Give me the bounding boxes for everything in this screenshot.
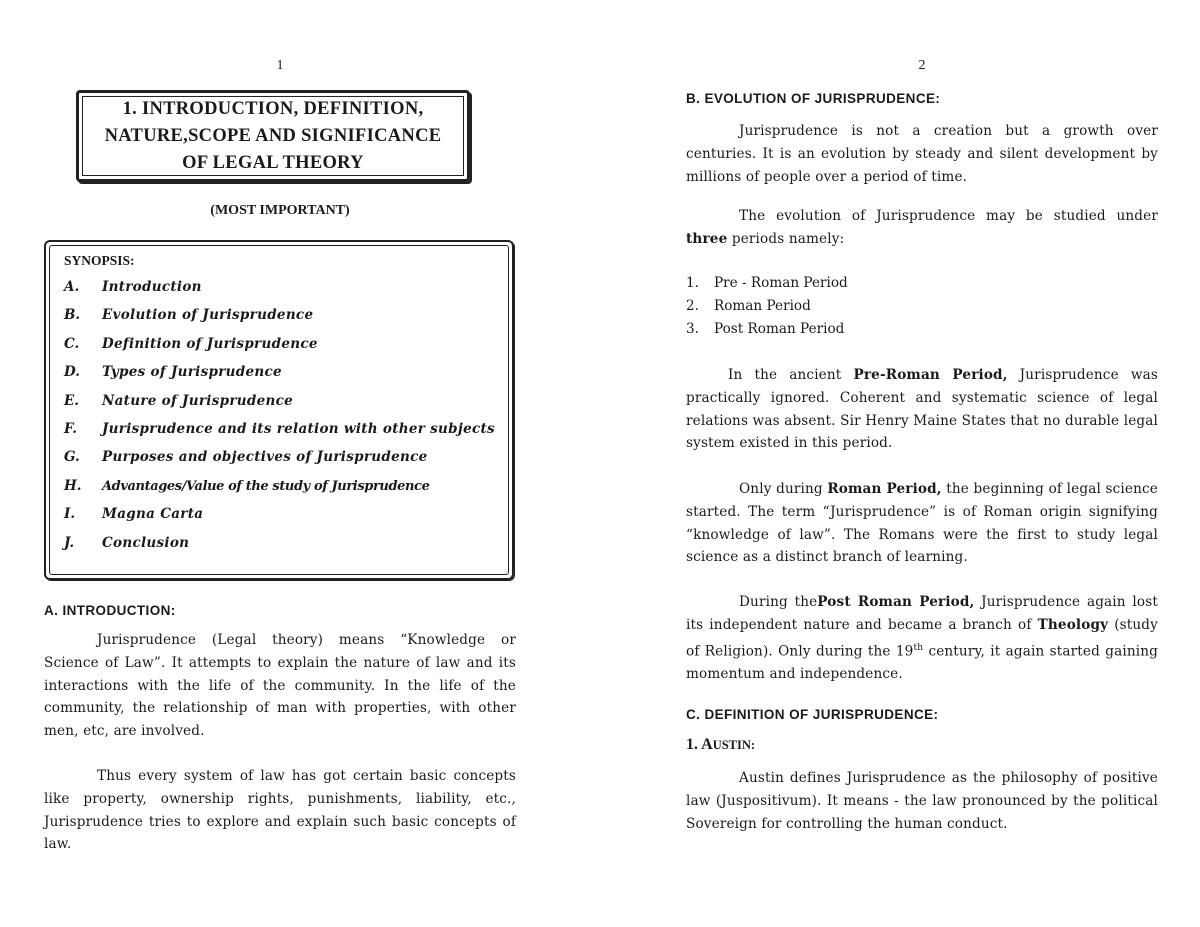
synopsis-box: [44, 240, 514, 580]
synopsis-item: [64, 360, 496, 385]
evolution-paragraph: Only during Roman Period, the beginning of legal science started. The term “Jurisprudence” is of Roman origin signifying “knowledge of law”. The Romans were the first to study legal science as a distinct branch of learning.: [686, 481, 1158, 566]
chapter-title: [82, 96, 464, 176]
evolution-paragraph: The evolution of Jurisprudence may be studied under three periods namely:: [686, 208, 1158, 247]
synopsis-letter: A.: [64, 279, 80, 295]
chapter-title-box: [76, 90, 470, 182]
subheading-austin: 1. AUSTIN:: [686, 736, 756, 753]
period-item: 2. Roman Period: [686, 297, 811, 314]
synopsis-text: Purposes and objectives of Jurisprudence: [102, 449, 428, 466]
synopsis-letter: H.: [64, 477, 82, 494]
synopsis-text: Magna Carta: [102, 506, 204, 523]
synopsis-item: [64, 417, 496, 442]
synopsis-letter: I.: [64, 506, 76, 523]
chapter-title-line: NATURE,SCOPE AND SIGNIFICANCE: [104, 125, 442, 146]
synopsis-inner: [49, 245, 509, 575]
synopsis-item: [64, 303, 496, 328]
introduction-paragraph: Jurisprudence (Legal theory) means “Knowledge or Science of Law”. It attempts to explain the nature of law and its interactions with the life of the community. In the life of the community, the relationship of man with properties, with other men, etc, are involved.: [44, 632, 516, 740]
evolution-paragraph: Jurisprudence is not a creation but a growth over centuries. It is an evolution by steady and silent development by millions of people over a period of time.: [686, 123, 1158, 185]
period-item: 3. Post Roman Period: [686, 320, 845, 337]
periods-list: [686, 272, 1158, 340]
synopsis-text: Definition of Jurisprudence: [102, 335, 318, 352]
synopsis-item: [64, 531, 496, 556]
synopsis-list: [64, 275, 496, 556]
section-heading-evolution: B. EVOLUTION OF JURISPRUDENCE:: [686, 91, 941, 106]
evolution-paragraph: During thePost Roman Period, Jurisprudence again lost its independent nature and became a branch of Theology (study of Religion). Only during the 19th century, it again started gaining momentum and independence.: [686, 594, 1158, 682]
synopsis-letter: B.: [64, 307, 81, 324]
synopsis-letter: E.: [64, 392, 79, 409]
page-number: 2: [918, 58, 926, 73]
synopsis-letter: F.: [64, 420, 77, 437]
synopsis-text: Types of Jurisprudence: [102, 364, 282, 381]
synopsis-letter: J.: [64, 534, 75, 551]
evolution-paragraph: In the ancient Pre-Roman Period, Jurisprudence was practically ignored. Coherent and systematic science of legal relations was absent. Sir Henry Maine States that no durable legal system existed in this period.: [686, 367, 1158, 452]
synopsis-item: [64, 275, 496, 300]
synopsis-text: Jurisprudence and its relation with other subjects: [102, 420, 495, 437]
introduction-paragraph: Thus every system of law has got certain basic concepts like property, ownership rights, punishments, liability, etc., Jurisprudence tries to explore and explain such basic concepts of law.: [44, 768, 516, 853]
synopsis-letter: D.: [64, 364, 80, 381]
chapter-title-line: 1. INTRODUCTION, DEFINITION,: [122, 98, 424, 119]
synopsis-letter: C.: [64, 335, 80, 352]
synopsis-text: Introduction: [102, 279, 202, 295]
left-page: [44, 0, 516, 927]
definition-paragraph: Austin defines Jurisprudence as the philosophy of positive law (Juspositivum). It means - the law pronounced by the political Sovereign for controlling the human conduct.: [686, 770, 1158, 832]
synopsis-letter: G.: [64, 449, 80, 466]
section-heading-definition: C. DEFINITION OF JURISPRUDENCE:: [686, 707, 939, 722]
synopsis-item: [64, 389, 496, 414]
synopsis-item: [64, 474, 496, 499]
synopsis-heading: SYNOPSIS:: [64, 253, 135, 268]
synopsis-text: Nature of Jurisprudence: [102, 392, 294, 409]
period-item: 1. Pre - Roman Period: [686, 275, 848, 291]
section-heading-introduction: A. INTRODUCTION:: [44, 603, 176, 618]
right-page: [686, 0, 1158, 927]
importance-note: (MOST IMPORTANT): [210, 203, 350, 218]
page-number: 1: [276, 58, 284, 73]
synopsis-text: Advantages/Value of the study of Jurisprudence: [102, 478, 430, 494]
synopsis-text: Evolution of Jurisprudence: [102, 307, 314, 324]
synopsis-item: [64, 332, 496, 357]
chapter-title-line: OF LEGAL THEORY: [182, 152, 364, 173]
synopsis-text: Conclusion: [102, 534, 190, 551]
synopsis-item: [64, 502, 496, 527]
synopsis-item: [64, 445, 496, 470]
